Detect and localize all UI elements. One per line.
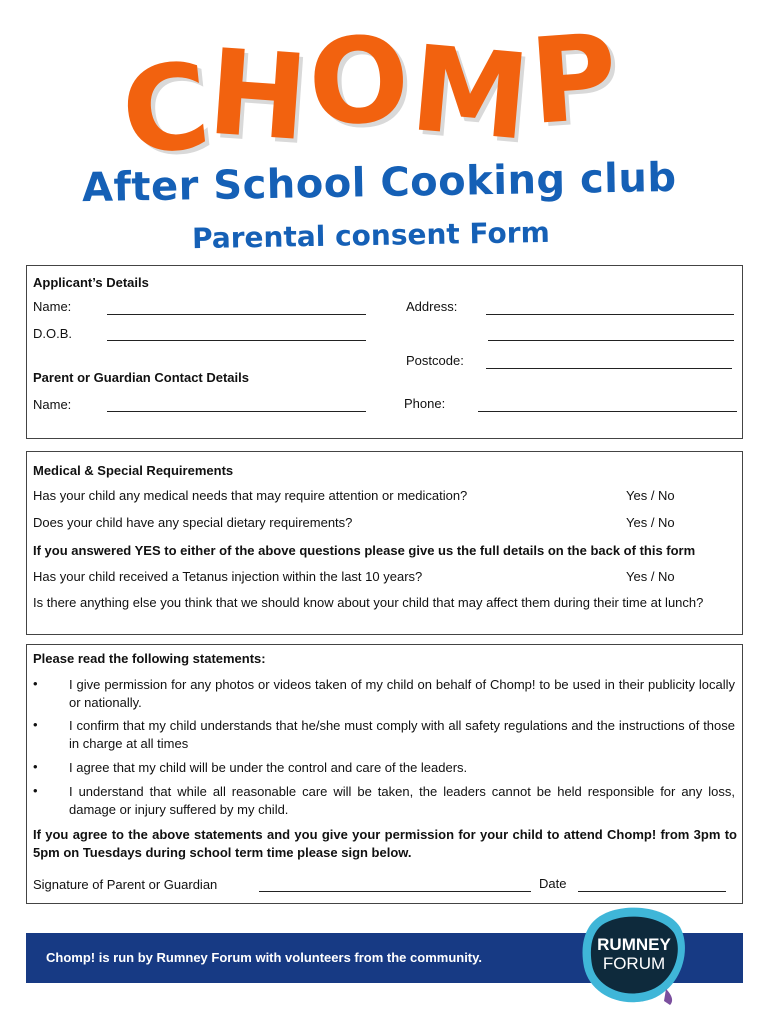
guardian-name-label: Name: [33,397,72,412]
medical-question-2: Does your child have any special dietary requirements? [33,515,353,530]
address-field-line-2[interactable] [488,340,734,341]
bullet-icon: • [33,676,38,691]
dob-label: D.O.B. [33,326,73,341]
bullet-icon: • [33,783,38,798]
postcode-field[interactable] [486,368,732,369]
statements-heading: Please read the following statements: [33,651,266,666]
medical-answer-1[interactable]: Yes / No [626,488,675,503]
statements-box [26,644,743,904]
rumney-logo-line2: FORUM [602,954,666,973]
date-field[interactable] [578,891,726,892]
agreement-text: If you agree to the above statements and you give your permission for your child to attend Chomp! from 3pm to 5pm on Tuesdays during school term time please sign below. [33,827,737,860]
chomp-letter: M [405,19,537,167]
medical-question-3: Has your child received a Tetanus injection within the last 10 years? [33,569,423,584]
name-label: Name: [33,299,72,314]
applicant-details-box [26,265,743,439]
name-field[interactable] [107,314,366,315]
chomp-letter: C [115,35,218,183]
address-label: Address: [406,299,458,314]
statement-item: I confirm that my child understands that he/she must comply with all safety regulations and the instructions of those in charge at all times [69,718,735,751]
bullet-icon: • [33,717,38,732]
form-title: Parental consent Form [191,215,550,256]
phone-field[interactable] [478,411,737,412]
guardian-heading: Parent or Guardian Contact Details [33,370,249,385]
date-label: Date [539,876,567,891]
rumney-forum-logo [578,905,688,1005]
bullet-icon: • [33,759,38,774]
chomp-letter: H [203,22,314,168]
medical-answer-3[interactable]: Yes / No [626,569,675,584]
rumney-logo-line1: RUMNEY [597,935,671,954]
medical-answer-2[interactable]: Yes / No [626,515,675,530]
statement-item: I understand that while all reasonable care will be taken, the leaders cannot be held responsible for any loss, damage or injury suffered by my child. [69,784,735,817]
medical-heading: Medical & Special Requirements [33,463,234,478]
statement-item: I give permission for any photos or videos taken of my child on behalf of Chomp! to be used in their publicity locally or nationally. [69,677,735,710]
applicant-heading: Applicant’s Details [33,275,149,290]
address-field-line-1[interactable] [486,314,734,315]
chomp-letter: P [525,7,624,151]
postcode-label: Postcode: [406,353,464,368]
phone-label: Phone: [404,396,446,411]
chomp-logo [115,7,624,183]
footer-text: Chomp! is run by Rumney Forum with volunteers from the community. [46,950,483,965]
medical-box [26,451,743,635]
signature-field[interactable] [259,891,531,892]
medical-question-1: Has your child any medical needs that may require attention or medication? [33,488,468,503]
dob-field[interactable] [107,340,366,341]
guardian-name-field[interactable] [107,411,366,412]
club-subtitle: After School Cooking club [81,154,677,212]
statement-item: I agree that my child will be under the control and care of the leaders. [69,760,468,775]
signature-label: Signature of Parent or Guardian [33,877,218,892]
medical-question-4: Is there anything else you think that we should know about your child that may affect them during their time at lunch? [33,595,704,610]
chomp-letter: O [305,9,415,153]
medical-notice: If you answered YES to either of the above questions please give us the full details on the back of this form [33,543,696,558]
